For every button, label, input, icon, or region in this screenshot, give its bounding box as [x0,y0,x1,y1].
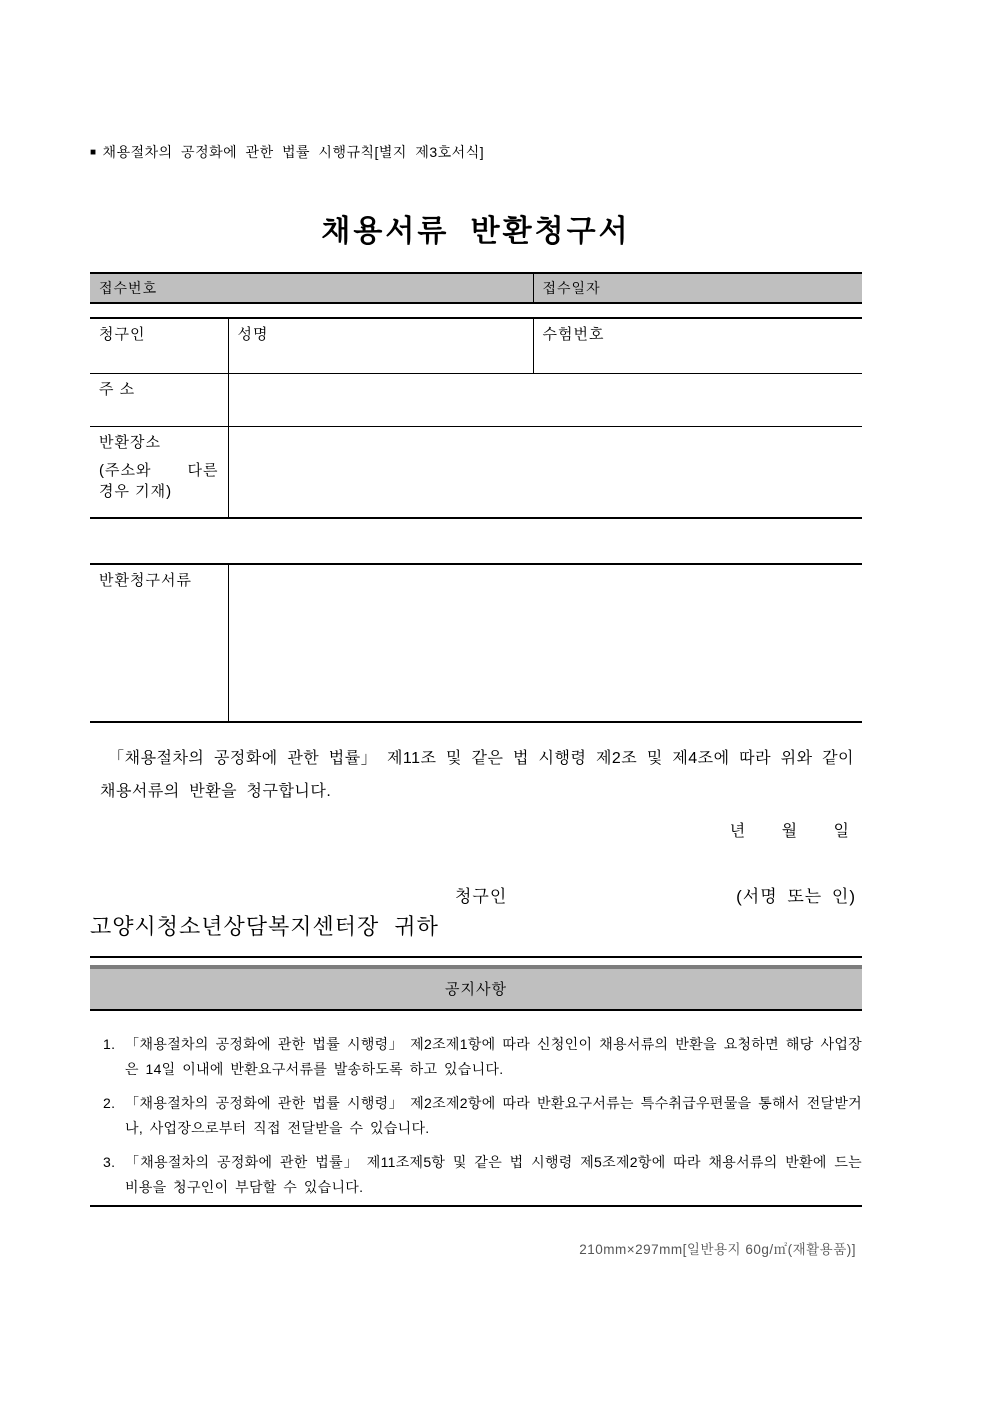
return-docs-label-cell [90,564,228,722]
return-docs-table [90,563,862,723]
return-place-label-line2: (주소와 다른 [99,461,219,479]
notice-item-number: 2. [103,1095,116,1111]
recipient-line: 고양시청소년상담복지센터장 귀하 [90,914,439,939]
date-line [90,818,862,841]
notice-list [90,1032,862,1209]
notice-header [90,965,862,1011]
square-bullet-icon: ■ [90,147,97,158]
address-label-cell [90,373,228,426]
paper-spec-note: 210mm×297mm[일반용지 60g/㎡(재활용품)] [579,1242,856,1257]
notice-item-text: 「채용절차의 공정화에 관한 법률 시행령」 제2조제1항에 따라 신청인이 채용서류의 반환을 요청하면 해당 사업장은 14일 이내에 반환요구서류를 발송하도록 하고 있습니다. [125,1036,862,1077]
request-statement: 「채용절차의 공정화에 관한 법률」 제11조 및 같은 법 시행령 제2조 및 제4조에 따라 위와 같이 채용서류의 반환을 청구합니다. [100,750,854,800]
notice-item-text: 「채용절차의 공정화에 관한 법률」 제11조제5항 및 같은 법 시행령 제5조제2항에 따라 채용서류의 반환에 드는 비용을 청구인이 부담할 수 있습니다. [125,1154,862,1195]
return-docs-label: 반환청구서류 [99,572,192,589]
receipt-number-label: 접수번호 [99,280,158,296]
notice-item [90,1032,862,1082]
signature-note: (서명 또는 인) [736,887,856,906]
divider-line-bottom [90,1205,862,1207]
return-place-label-cell [90,426,228,518]
return-place-label-line3: 경우 기재) [99,482,173,500]
name-field-cell[interactable] [228,318,533,373]
notice-header-title: 공지사항 [90,969,862,1011]
claimant-label-cell [90,318,228,373]
signature-claimant-label: 청구인 [455,887,508,906]
notice-item-text: 「채용절차의 공정화에 관한 법률 시행령」 제2조제2항에 따라 반환요구서류는 특수취급우편물을 통해서 전달받거나, 사업장으로부터 직접 전달받을 수 있습니다. [125,1095,862,1136]
notice-item [90,1091,862,1141]
receipt-date-label: 접수일자 [542,280,601,296]
notice-item-number: 3. [103,1154,116,1170]
year-label: 년 [729,823,747,840]
return-docs-field-cell[interactable] [228,564,862,722]
return-place-label-line1: 반환장소 [99,433,161,451]
exam-number-field-cell[interactable] [533,318,862,373]
day-label: 일 [833,823,850,840]
month-label: 월 [781,823,799,840]
page-title: 채용서류 반환청구서 [321,215,631,248]
address-field-cell[interactable] [228,373,862,426]
notice-item-number: 1. [103,1036,116,1052]
divider-line-top [90,956,862,958]
notice-item [90,1150,862,1200]
claimant-info-table [90,317,862,519]
receipt-number-cell[interactable] [90,273,533,303]
exam-number-label: 수험번호 [542,326,605,343]
form-regulation-note-text: 채용절차의 공정화에 관한 법률 시행규칙[별지 제3호서식] [102,144,485,160]
receipt-header-table [90,272,862,304]
claimant-label: 청구인 [99,326,146,343]
form-regulation-note [90,142,862,162]
receipt-date-cell[interactable] [533,273,862,303]
signature-line [90,882,862,906]
name-label: 성명 [237,326,269,343]
address-label: 주 소 [99,380,136,398]
return-place-field-cell[interactable] [228,426,862,518]
